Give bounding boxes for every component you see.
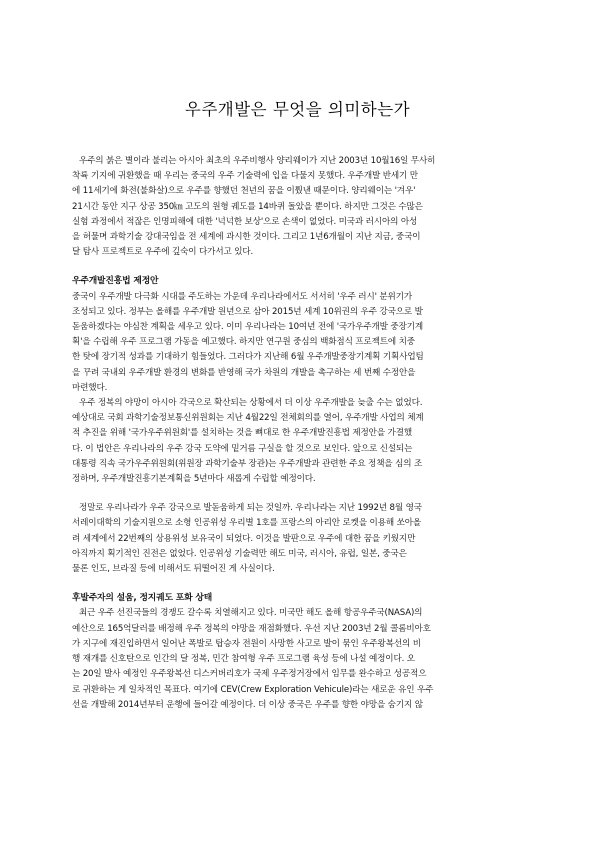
text-line: 적 추진을 위해 '국가우주위원회'를 설치하는 것을 뼈대로 한 우주개발진흥법 제정안을 가결했 (72, 428, 413, 439)
text-line: 려 세계에서 22번째의 상용위성 보유국이 되었다. 이것을 발판으로 우주에 대한 꿈을 키웠지만 (72, 533, 416, 544)
text-line: 예상대로 국회 과학기술정보통신위원회는 지난 4월22일 전체회의를 열어, 우주개발 사업의 체계 (72, 413, 424, 424)
text-line: 을 허물며 과학기술 강대국임을 전 세계에 과시한 것이다. 그리고 1년6개월이 지난 지금, 중국이 (72, 232, 421, 243)
text-line: 실험 과정에서 적잖은 인명피해에 대한 '넉넉한 보상'으로 손색이 없었다. 미국과 러시아의 아성 (72, 216, 418, 227)
paragraph-intro (72, 154, 528, 260)
spacer (72, 487, 528, 501)
text-line: 한 탓에 장기적 성과를 기대하기 힘들었다. 그러다가 지난해 6월 우주개발중장기계획 기획사업팀 (72, 352, 424, 363)
spacer (72, 260, 528, 274)
text-line: 서레이대학의 기술지원으로 소형 인공위성 우리별 1호를 프랑스의 아리안 로켓을 이용해 쏘아올 (72, 518, 422, 529)
text-line: 우주 정복의 야망이 아시아 각국으로 확산되는 상황에서 더 이상 우주개발을 늦출 수는 없었다. (79, 398, 423, 409)
text-line: 선을 개발해 2014년부터 운행에 들어갈 예정이다. 더 이상 중국은 우주를 향한 야망을 숨기지 않 (72, 699, 423, 710)
paragraph-2 (72, 290, 528, 396)
text-line: 에 11세기에 화전(불화살)으로 우주를 향했던 천년의 꿈을 이뤘낸 때문이다. 양리웨이는 '겨우' (72, 186, 416, 197)
text-line: 돋움하겠다는 야심찬 계획을 세우고 있다. 이미 우리나라는 10여년 전에 '국가우주개발 중장기계 (72, 322, 424, 333)
text-line: 21시간 동안 지구 상공 350㎞ 고도의 원형 궤도를 14바퀴 돌았을 뿐이다. 하지만 그것은 수많은 (72, 201, 423, 212)
text-line: 최근 우주 선진국들의 경쟁도 갈수록 치열해지고 있다. 미국만 해도 올해 항공우주국(NASA)의 (79, 608, 423, 619)
spacer (72, 577, 528, 591)
paragraph-3 (72, 396, 528, 487)
text-line: 아직까지 획기적인 진전은 없었다. 인공위성 기술력만 해도 미국, 러시아, 유럽, 일본, 중국은 (72, 548, 407, 559)
text-line: 조성되고 있다. 정부는 올해를 우주개발 원년으로 삼아 2015년 세계 10위권의 우주 강국으로 발 (72, 306, 423, 317)
text-line: 정하며, 우주개발진흥기본계획을 5년마다 새롭게 수립할 예정이다. (72, 474, 316, 485)
page-title: 우주개발은 무엇을 의미하는가 (184, 100, 411, 119)
text-line: 달 탐사 프로젝트로 우주에 깊숙이 다가서고 있다. (72, 247, 254, 258)
text-line: 정말로 우리나라가 우주 강국으로 발돋움하게 되는 것일까. 우리나라는 지난 1992년 8월 영국 (79, 503, 422, 514)
text-line: 대통령 직속 국가우주위원회(위원장 과학기술부 장관)는 우주개발과 관련한 주요 정책을 심의 조 (72, 458, 423, 469)
paragraph-5 (72, 606, 528, 712)
text-line: 예산으로 165억달러를 배정해 우주 정복의 야망을 재점화했다. 우선 지난 2003년 2월 콜롬비아호 (72, 623, 431, 634)
text-line: 마련했다. (72, 382, 108, 393)
text-line: 행 재개를 신호탄으로 인간의 달 정복, 민간 참여형 우주 프로그램 육성 등에 나설 예정이다. 오 (72, 654, 415, 665)
text-line: 다. 이 법안은 우리나라의 우주 강국 도약에 밑거름 구실을 할 것으로 보인다. 앞으로 신설되는 (72, 443, 413, 454)
text-line: 우주의 붉은 별이라 불리는 아시아 최초의 우주비행사 양리웨이가 지난 2003년 10월16일 무사히 (79, 156, 436, 166)
text-line: 착륙 기지에 귀환했을 때 우리는 중국의 우주 기술력에 입을 다물지 못했다. 우주개발 반세기 만 (72, 171, 418, 182)
text-line: 는 20일 발사 예정인 우주왕복선 디스커버리호가 국제 우주정거장에서 임무를 완수하고 성공적으 (72, 669, 427, 680)
text-line: 중국이 우주개발 다극화 시대를 주도하는 가운데 우리나라에서도 서서히 '우주 러시' 분위기가 (72, 291, 413, 302)
text-line: 가 지구에 재진입하면서 일어난 폭발로 탑승자 전원이 사망한 사고로 발이 묶인 우주왕복선의 비 (72, 638, 421, 649)
text-line: 획'을 수립해 우주 프로그램 가동을 예고했다. 하지만 연구원 중심의 백화점식 프로젝트에 치중 (72, 337, 415, 348)
text-line: 을 꾸려 국내외 우주개발 환경의 변화를 반영해 국가 차원의 개발을 촉구하는 세 번째 수정안을 (72, 367, 416, 378)
paragraph-4 (72, 501, 528, 577)
document-body (72, 154, 528, 713)
text-line: 물론 인도, 브라질 등에 비해서도 뒤떨어진 게 사실이다. (72, 564, 275, 575)
section-heading-1: 우주개발진흥법 제정안 (72, 276, 159, 287)
text-line: 로 귀환하는 게 일차적인 목표다. 여기에 CEV(Crew Exploration Vehicule)라는 새로운 유인 우주 (72, 684, 434, 695)
section-heading-2: 후발주자의 설움, 정지궤도 포화 상태 (72, 593, 213, 604)
